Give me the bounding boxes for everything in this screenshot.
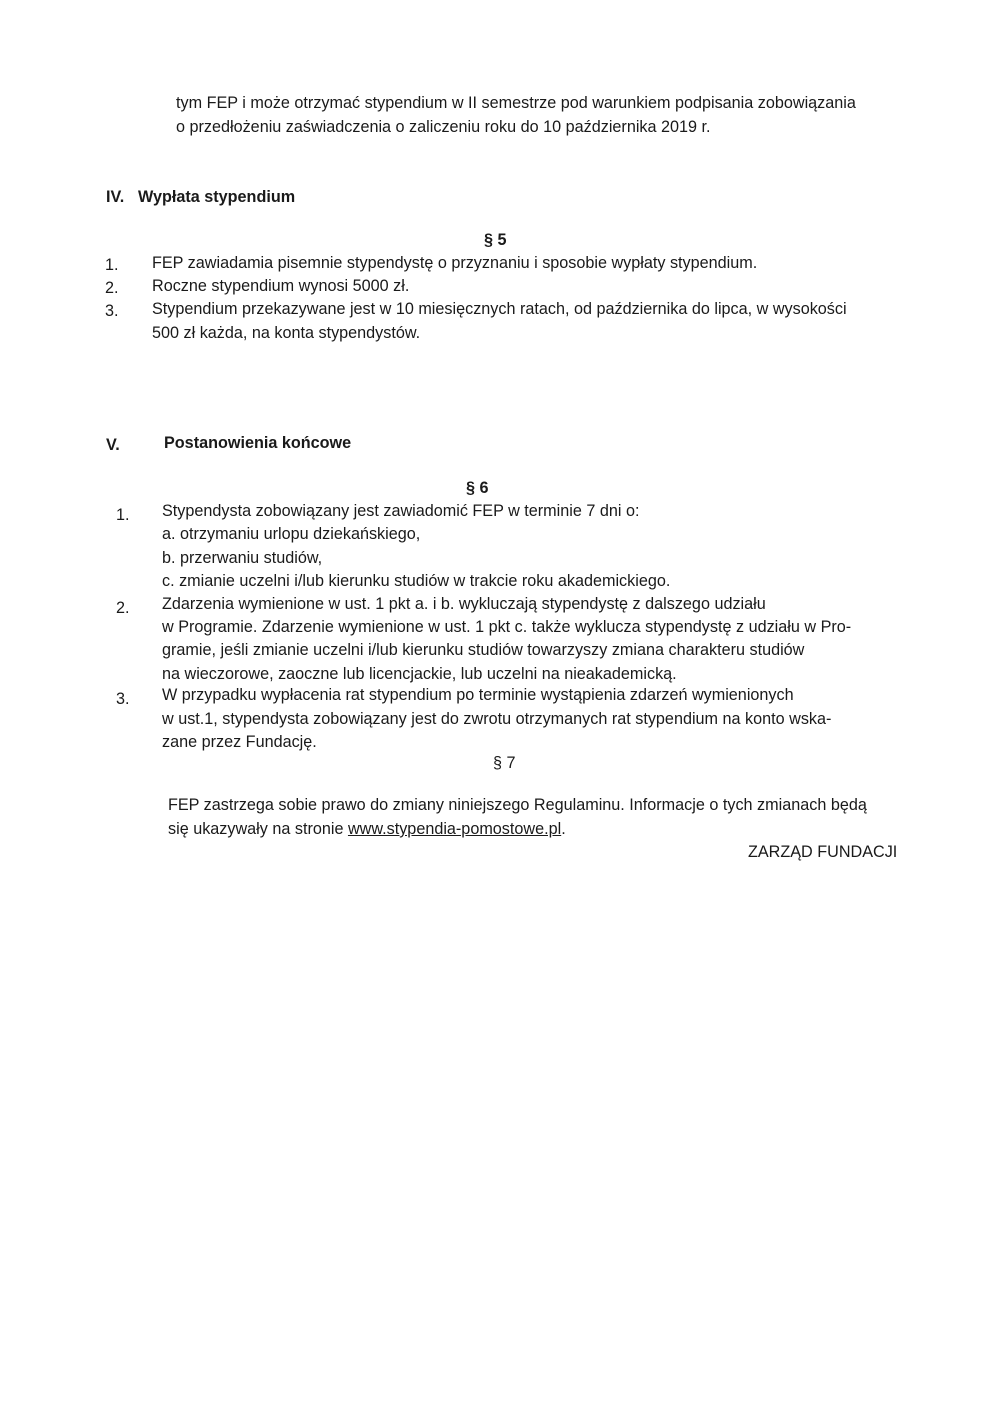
s5-item-2-line-3: gramie, jeśli zmianie uczelni i/lub kierunku studiów towarzyszy zmiana charakteru studiów — [162, 641, 805, 659]
closing-line-2-prefix: się ukazywały na stronie — [168, 820, 348, 838]
s5-item-3-line-3: zane przez Fundację. — [162, 733, 317, 751]
s4-item-3-line-1: Stypendium przekazywane jest w 10 miesięcznych ratach, od października do lipca, w wysokości — [152, 300, 847, 318]
s5-item-3-line-1: W przypadku wypłacenia rat stypendium po terminie wystąpienia zdarzeń wymienionych — [162, 686, 794, 704]
signature: ZARZĄD FUNDACJI — [748, 843, 898, 861]
section-5-number: V. — [106, 436, 120, 454]
closing-line-2 — [168, 820, 566, 839]
s5-item-1-sub-c: c. zmianie uczelni i/lub kierunku studiów w trakcie roku akademickiego. — [162, 572, 671, 590]
s5-item-2-line-4: na wieczorowe, zaoczne lub licencjackie, lub uczelni na nieakademicką. — [162, 665, 677, 683]
section-4-number: IV. — [106, 188, 125, 206]
s5-item-1-sub-b: b. przerwaniu studiów, — [162, 549, 323, 567]
intro-line-2: o przedłożeniu zaświadczenia o zaliczeniu roku do 10 października 2019 r. — [176, 118, 711, 136]
closing-line-1: FEP zastrzega sobie prawo do zmiany niniejszego Regulaminu. Informacje o tych zmianach będą — [168, 796, 867, 814]
s5-item-2-line-2: w Programie. Zdarzenie wymienione w ust. 1 pkt c. także wyklucza stypendystę z udziału w Pro- — [162, 618, 852, 636]
website-link[interactable]: www.stypendia-pomostowe.pl — [347, 820, 562, 838]
s5-item-1-text: Stypendysta zobowiązany jest zawiadomić FEP w terminie 7 dni o: — [162, 502, 640, 520]
s5-item-3-line-2: w ust.1, stypendysta zobowiązany jest do zwrotu otrzymanych rat stypendium na konto wska- — [162, 710, 832, 728]
s4-item-3-line-2: 500 zł każda, na konta stypendystów. — [152, 324, 421, 342]
intro-line-1: tym FEP i może otrzymać stypendium w II semestrze pod warunkiem podpisania zobowiązania — [176, 94, 856, 112]
s4-item-3-number: 3. — [105, 302, 119, 320]
section-4-paragraph: § 5 — [484, 231, 507, 249]
s5-item-1-number: 1. — [116, 506, 130, 524]
section-4-title: Wypłata stypendium — [138, 188, 296, 206]
paragraph-7-heading: § 7 — [493, 754, 516, 772]
s4-item-1-text: FEP zawiadamia pisemnie stypendystę o przyznaniu i sposobie wypłaty stypendium. — [152, 254, 758, 272]
s4-item-2-number: 2. — [105, 279, 119, 297]
s5-item-2-line-1: Zdarzenia wymienione w ust. 1 pkt a. i b. wykluczają stypendystę z dalszego udziału — [162, 595, 766, 613]
s4-item-1-number: 1. — [105, 256, 119, 274]
section-5-title: Postanowienia końcowe — [164, 434, 352, 452]
s5-item-3-number: 3. — [116, 690, 130, 708]
s4-item-2-text: Roczne stypendium wynosi 5000 zł. — [152, 277, 410, 295]
closing-line-2-suffix: . — [561, 820, 566, 838]
s5-item-1-sub-a: a. otrzymaniu urlopu dziekańskiego, — [162, 525, 421, 543]
paragraph-6-heading: § 6 — [466, 479, 489, 497]
s5-item-2-number: 2. — [116, 599, 130, 617]
